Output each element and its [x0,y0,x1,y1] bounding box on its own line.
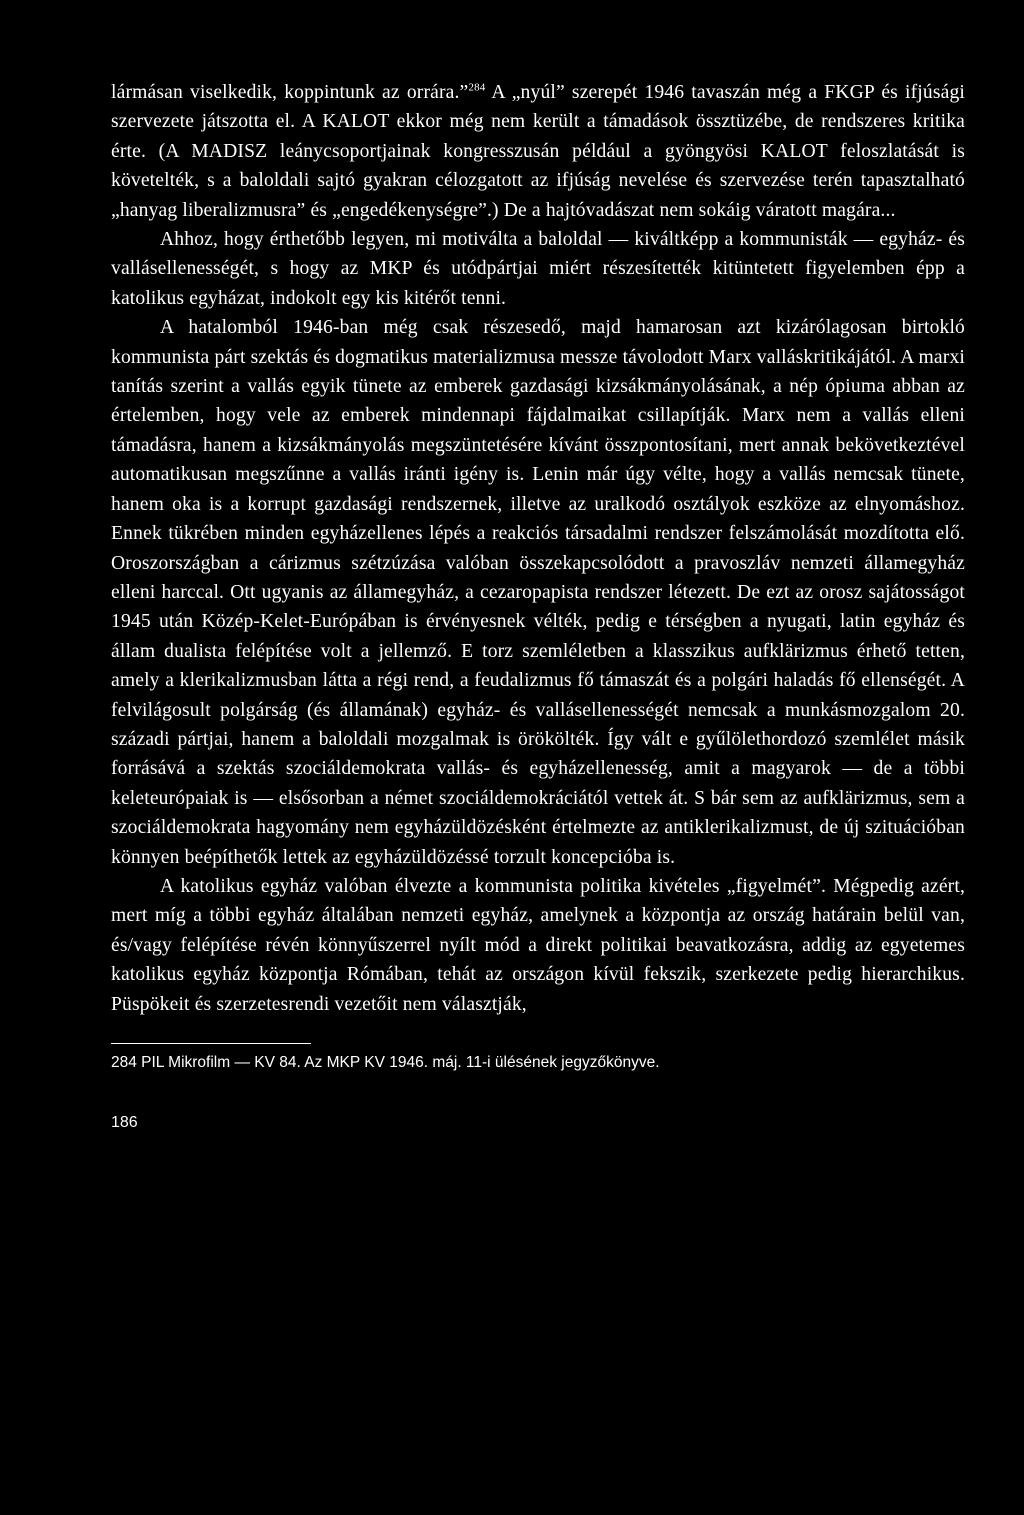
paragraph-4: A katolikus egyház valóban élvezte a kommunista politika kivételes „figyelmét”. Mégpedig azért, mert míg a többi egyház általában nemzeti egyház, amelynek a központja az ország határain belül van, és/vagy felépítése révén könnyűszerrel nyílt mód a direkt politikai beavatkozásra, addig az egyetemes katolikus egyház központja Rómában, tehát az országon kívül fekszik, szerkezete pedig hierarchikus. Püspökeit és szerzetesrendi vezetőit nem választják, [111,875,965,1015]
paragraph-1-text-start: lármásan viselkedik, koppintunk az orrára.” [111,82,469,103]
paragraph-1 [111,78,965,225]
paragraph-3: A hatalomból 1946-ban még csak részesedő, majd hamarosan azt kizárólagosan birtokló kommunista párt szektás és dogmatikus materializmusa messze távolodott Marx valláskritikájától. A marxi tanítás szerint a vallás egyik tünete az emberek gazdasági kizsákmányolásának, a nép ópiuma abban az értelemben, hogy vele az emberek mindennapi fájdalmaikat csillapítják. Marx nem a vallás elleni támadásra, hanem a kizsákmányolás megszüntetésére kívánt összpontosítani, mert annak bekövetkeztével automatikusan megszűnne a vallás iránti igény is. Lenin már úgy vélte, hogy a vallás nemcsak tünete, hanem oka is a korrupt gazdasági rendszernek, illetve az uralkodó osztályok eszköze az elnyomáshoz. Ennek tükrében minden egyházellenes lépés a reakciós társadalmi rendszer felszámolását mozdította elő. Oroszországban a cárizmus szétzúzása valóban összekapcsolódott a pravoszláv nemzeti államegyház elleni harccal. Ott ugyanis az államegyház, a cezaropapista rendszer létezett. De ezt az orosz sajátosságot 1945 után Közép-Kelet-Európában is érvényesnek vélték, pedig e térségben a nyugati, latin egyház és állam dualista felépítése volt a jellemző. E torz szemléletben a klasszikus aufklärizmus érhető tetten, amely a klerikalizmusban látta a régi rend, a feudalizmus fő támaszát és a polgári haladás fő ellenségét. A felvilágosult polgárság (és államának) egyház- és vallásellenességét nemcsak a munkásmozgalom 20. századi pártjai, hanem a baloldali mozgalmak is örökölték. Így vált e gyűlölethordozó szemlélet másik forrásává a szektás szociáldemokrata vallás- és egyházellenesség, amit a magyarok — de a többi keleteurópaiak is — elsősorban a német szociáldemokráciától vettek át. S bár sem az aufklärizmus, sem a szociáldemokrata hagyomány nem egyházüldözésként értelmezte az antiklerikalizmust, de új szituációban könnyen beépíthetők lettek az egyházüldözéssé torzult koncepcióba is. [111,317,965,868]
main-text [111,78,965,1019]
paragraph-1-text-end: A „nyúl” szerepét 1946 tavaszán még a FKGP és ifjúsági szervezete játszotta el. A KALOT ekkor még nem került a támadások össztüzébe, de rendszeres kritika érte. (A MADISZ leánycsoportjainak kongresszusán például a gyöngyösi KALOT feloszlatását is követelték, s a baloldali sajtó gyakran célozgatott az ifjúság nevelése és szervezése terén tapasztalható „hanyag liberalizmusra” és „engedékenységre”.) De a hajtóvadászat nem sokáig váratott magára... [111,82,966,221]
page-number: 186 [111,1114,138,1131]
paragraph-2: Ahhoz, hogy érthetőbb legyen, mi motiválta a baloldal — kiváltképp a kommunisták — egyház- és vallásellenességét, s hogy az MKP és utódpártjai miért részesítették kitüntetett figyelemben épp a katolikus egyházat, indokolt egy kis kitérőt tenni. [111,229,965,309]
footnote: 284 PIL Mikrofilm — KV 84. Az MKP KV 1946. máj. 11-i ülésének jegyzőkönyve. [111,1054,660,1071]
footnote-divider [111,1043,311,1044]
footnote-reference: 284 [468,81,486,94]
